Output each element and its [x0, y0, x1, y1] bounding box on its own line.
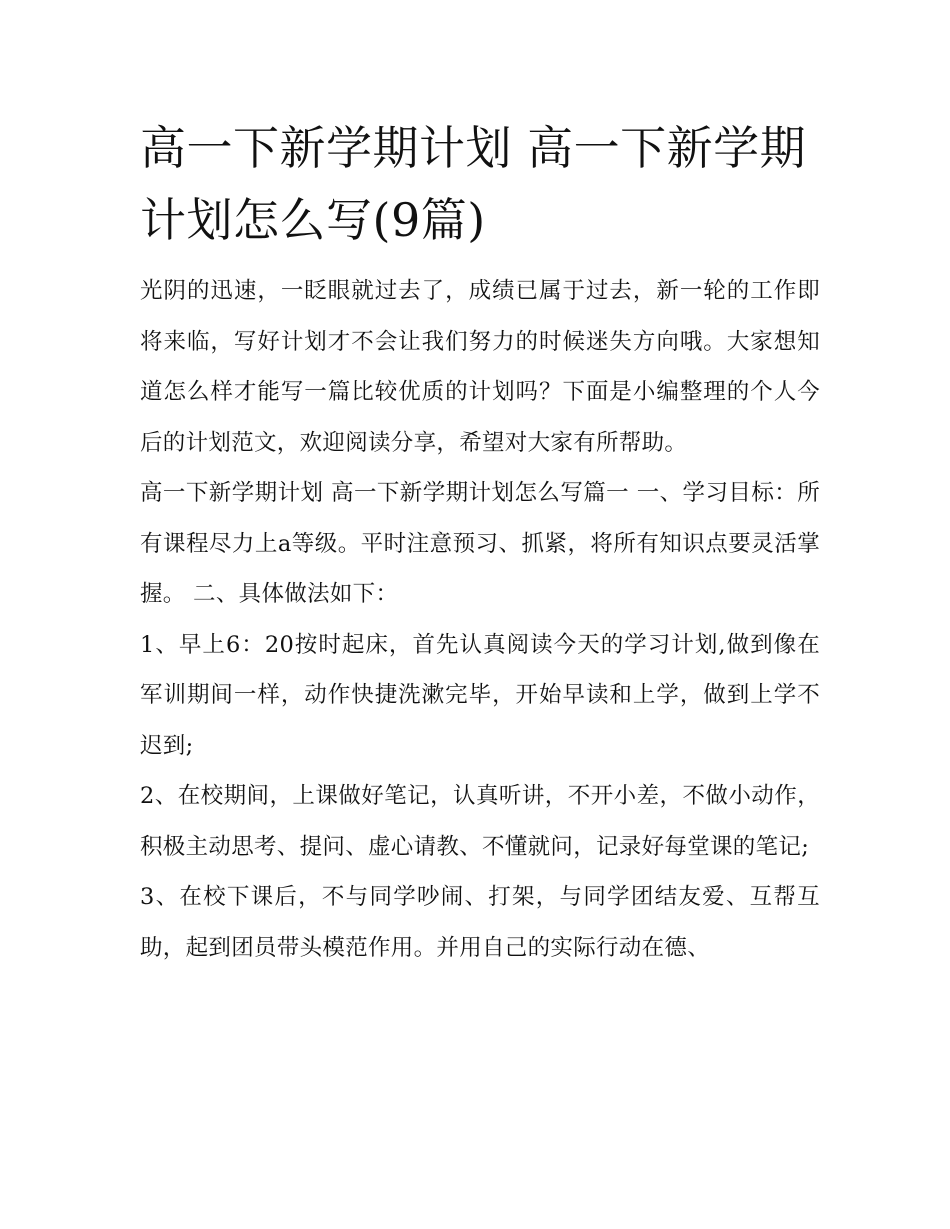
list-item-1: 1、早上6：20按时起床，首先认真阅读今天的学习计划,做到像在军训期间一样，动作快捷洗漱完毕，开始早读和上学，做到上学不迟到; — [140, 631, 820, 759]
intro-paragraph: 光阴的迅速，一眨眼就过去了，成绩已属于过去，新一轮的工作即将来临，写好计划才不会让我们努力的时候迷失方向哦。大家想知道怎么样才能写一篇比较优质的计划吗？下面是小编整理的个人今后的计划范文，欢迎阅读分享，希望对大家有所帮助。 — [140, 278, 820, 456]
plan-one-paragraph: 高一下新学期计划 高一下新学期计划怎么写篇一 一、学习目标：所有课程尽力上a等级。平时注意预习、抓紧，将所有知识点要灵活掌握。 二、具体做法如下： — [140, 480, 820, 607]
document-body — [140, 112, 820, 973]
list-item-3: 3、在校下课后，不与同学吵闹、打架，与同学团结友爱、互帮互助，起到团员带头模范作用。并用自己的实际行动在德、 — [140, 884, 820, 961]
list-item-2: 2、在校期间，上课做好笔记，认真听讲，不开小差，不做小动作，积极主动思考、提问、虚心请教、不懂就问，记录好每堂课的笔记; — [140, 783, 820, 860]
document-title: 高一下新学期计划 高一下新学期计划怎么写(9篇) — [140, 121, 807, 247]
